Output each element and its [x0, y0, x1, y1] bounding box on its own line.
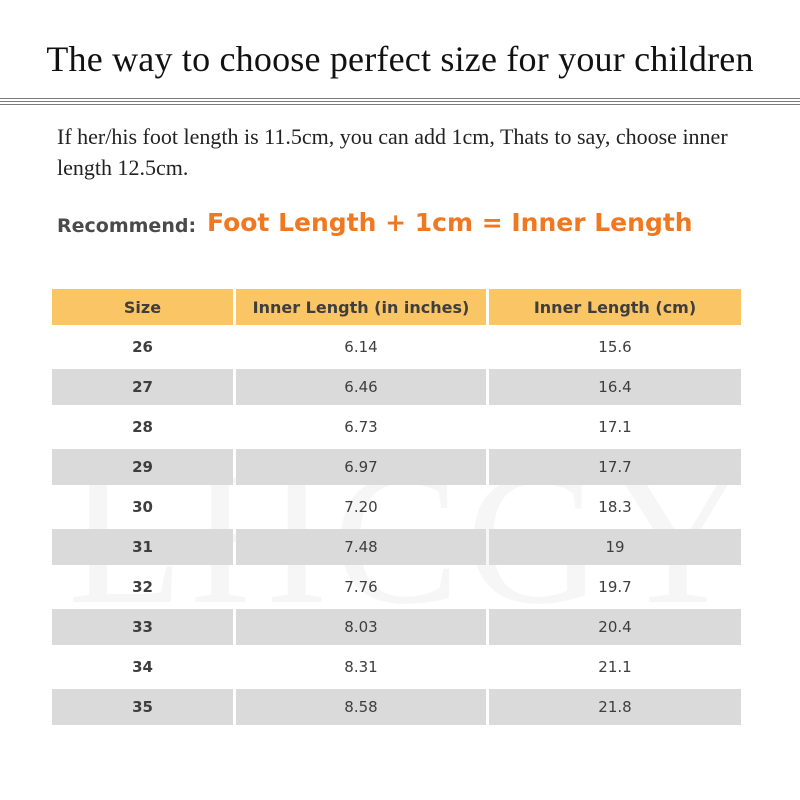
recommend-formula: Foot Length + 1cm = Inner Length [207, 208, 693, 237]
size-cell: 27 [52, 369, 233, 405]
cm-cell: 17.1 [598, 418, 632, 436]
page-title: The way to choose perfect size for your children [46, 39, 754, 79]
size-cell: 28 [132, 418, 153, 436]
size-chart-table [49, 285, 744, 729]
size-cell: 29 [52, 449, 233, 485]
header-inner-length-inches: Inner Length (in inches) [236, 289, 486, 325]
size-cell: 33 [52, 609, 233, 645]
inches-cell: 6.73 [344, 418, 378, 436]
table-row [52, 329, 741, 365]
recommend-label: Recommend: [57, 215, 197, 237]
size-advice-note: If her/his foot length is 11.5cm, you can add 1cm, Thats to say, choose inner length 12.5cm. [57, 124, 728, 180]
size-cell: 35 [52, 689, 233, 725]
inches-cell: 8.03 [236, 609, 486, 645]
table-header-row [52, 289, 741, 325]
header-size: Size [52, 289, 233, 325]
size-cell: 30 [132, 498, 153, 516]
cm-cell: 19.7 [598, 578, 632, 596]
cm-cell: 21.1 [598, 658, 632, 676]
size-cell: 31 [52, 529, 233, 565]
inches-cell: 7.76 [344, 578, 378, 596]
size-cell: 32 [132, 578, 153, 596]
cm-cell: 17.7 [489, 449, 741, 485]
inches-cell: 7.48 [236, 529, 486, 565]
inches-cell: 7.20 [344, 498, 378, 516]
size-cell: 26 [132, 338, 153, 356]
table-row [52, 689, 741, 725]
table-row [52, 489, 741, 525]
header-inner-length-cm: Inner Length (cm) [489, 289, 741, 325]
inches-cell: 8.58 [236, 689, 486, 725]
size-cell: 34 [132, 658, 153, 676]
inches-cell: 6.14 [344, 338, 378, 356]
table-row [52, 529, 741, 565]
title-divider-line [0, 104, 800, 105]
title-divider-line [0, 98, 800, 99]
cm-cell: 16.4 [489, 369, 741, 405]
table-row [52, 569, 741, 605]
title-divider-line [0, 101, 800, 102]
inches-cell: 6.97 [236, 449, 486, 485]
cm-cell: 15.6 [598, 338, 632, 356]
table-row [52, 649, 741, 685]
table-row [52, 609, 741, 645]
table-row [52, 449, 741, 485]
cm-cell: 19 [489, 529, 741, 565]
cm-cell: 20.4 [489, 609, 741, 645]
cm-cell: 18.3 [598, 498, 632, 516]
inches-cell: 6.46 [236, 369, 486, 405]
table-row [52, 409, 741, 445]
inches-cell: 8.31 [344, 658, 378, 676]
cm-cell: 21.8 [489, 689, 741, 725]
table-row [52, 369, 741, 405]
